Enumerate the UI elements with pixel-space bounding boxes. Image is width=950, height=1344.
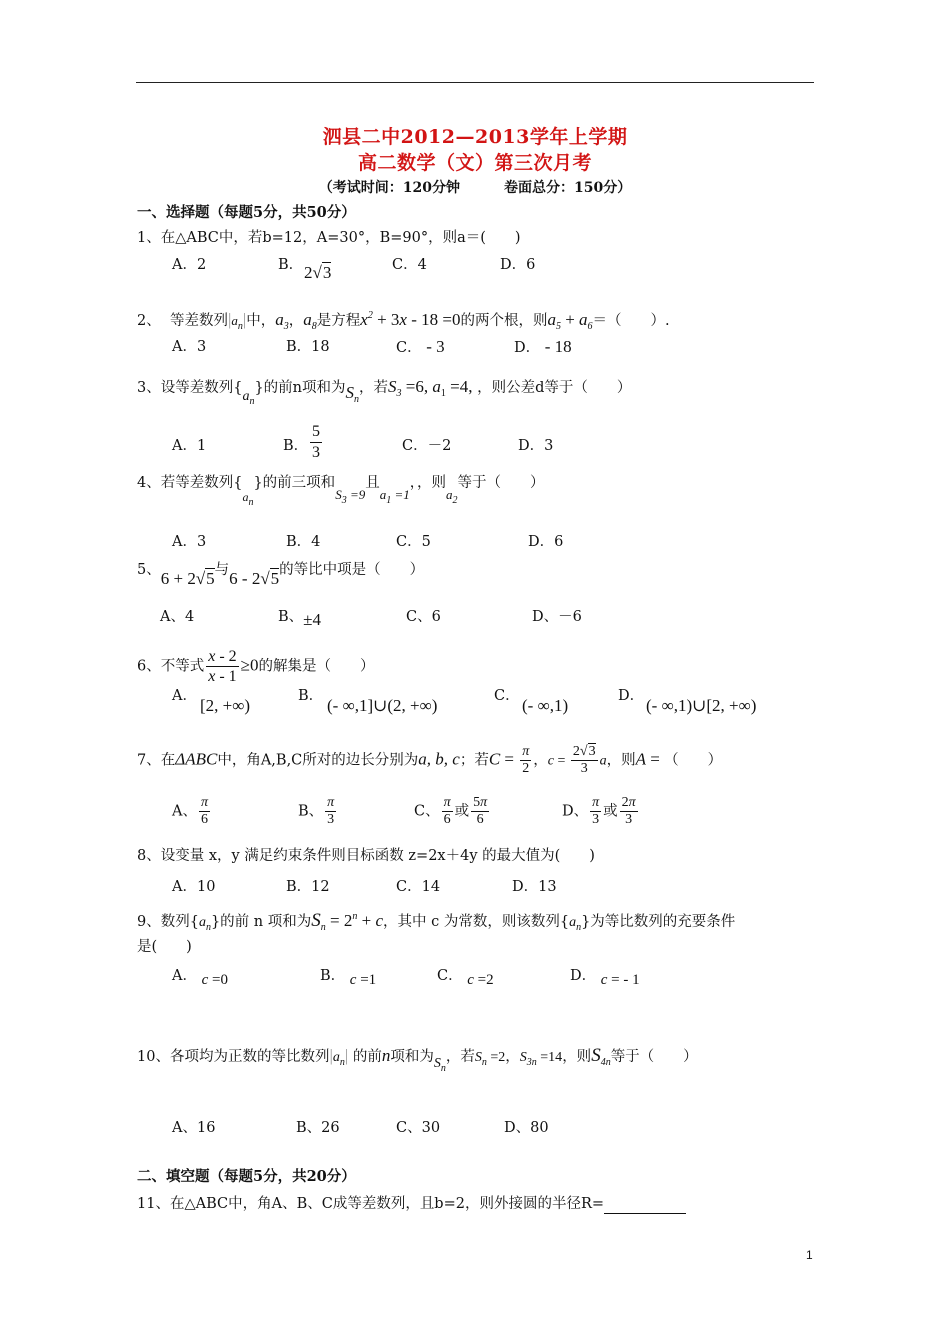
q11-stem: 11、在△ABC中，角A、B、C成等差数列，且b=2，则外接圆的半径R= bbox=[137, 1194, 686, 1214]
q5-option-a: A、4 bbox=[160, 609, 195, 625]
exam-subtitle bbox=[0, 177, 950, 197]
q6-option-d: D． bbox=[618, 688, 645, 704]
q8-option-d: D．13 bbox=[512, 879, 557, 895]
q8-text: 8、设变量 x，y 满足约束条件则目标函数 z=2x＋4y 的最大值为( ) bbox=[137, 848, 595, 864]
q3-option-c: C．－2 bbox=[402, 438, 452, 454]
q10-stem: 10、各项均为正数的等比数列$|a_n|$ 的前n项和为$S_n$，若$S_n =2$，$S_{3n} =14$，则$S_{4n}$等于（ ） bbox=[137, 1045, 698, 1074]
q2-option-a: A．3 bbox=[172, 339, 207, 355]
q1-option-b: B． bbox=[278, 257, 304, 273]
q8-option-b: B．12 bbox=[286, 879, 330, 895]
q10-option-d: D、80 bbox=[504, 1120, 549, 1136]
q9-stem: 9、数列$\{a_n\}$的前 n 项和为$S_n = 2^n + c$，其中 c 为常数，则该数列$\{a_n\}$为等比数列的充要条件 bbox=[137, 910, 736, 933]
q9-option-d: D． c = - 1 bbox=[570, 968, 640, 988]
q8-option-a: A．10 bbox=[172, 879, 216, 895]
q7-option-a: A、 $\frac{\pi}{6}$ bbox=[172, 795, 208, 827]
q4-option-b: B．4 bbox=[286, 534, 321, 550]
q4-option-a: A．3 bbox=[172, 534, 207, 550]
q10-option-c: C、30 bbox=[396, 1120, 441, 1136]
q1-option-a: A．2 bbox=[172, 257, 207, 273]
q1-text: 1、在△ABC中，若b=12，A=30°，B=90°，则a＝( ) bbox=[137, 230, 521, 246]
q10-option-a: A、16 bbox=[172, 1120, 216, 1136]
section2-heading: 二、填空题（每题5分，共20分） bbox=[137, 1168, 356, 1185]
q3-option-d: D．3 bbox=[518, 438, 554, 454]
q6-option-a-math: [2, +∞) bbox=[200, 696, 251, 715]
q6-stem: 6、不等式 $\frac{x - 2}{x - 1}$ ≥0的解集是（ ） bbox=[137, 648, 375, 685]
q7-option-c: C、 $\frac{\pi}{6}$ 或 $\frac{5\pi}{6}$ bbox=[414, 795, 488, 827]
q2-option-d: D． - 18 bbox=[514, 337, 572, 356]
q11-answer-blank[interactable] bbox=[604, 1199, 686, 1214]
q5-option-c: C、6 bbox=[406, 609, 441, 625]
q5-option-d: D、－6 bbox=[532, 609, 582, 625]
page-number: 1 bbox=[806, 1248, 813, 1262]
total-score: 卷面总分：150分） bbox=[504, 180, 632, 196]
q4-stem: 4、若等差数列$\{_{a_n}\}$的前三项和$S_3 =9$且$a_1 =1$，，则$a_2$等于（ ） bbox=[137, 475, 545, 508]
q9-option-b: B． c =1 bbox=[320, 968, 377, 988]
exam-title-line2: 高二数学（文）第三次月考 bbox=[357, 152, 592, 174]
q3-option-b: B． bbox=[283, 438, 309, 454]
q8-option-c: C．14 bbox=[396, 879, 441, 895]
q7-option-d: D、 $\frac{\pi}{3}$ 或 $\frac{2\pi}{3}$ bbox=[562, 795, 636, 827]
q10-option-b: B、26 bbox=[296, 1120, 340, 1136]
q3-option-b-frac: $\frac{5}{3}$ bbox=[312, 423, 320, 461]
q7-stem: 7、在ΔABC中，角A,B,C所对的边长分别为a, b, c；若C = $\frac{\pi}{2}$ ，c = $\frac{2√3}{3}$ a，则A = （ ） bbox=[137, 744, 723, 776]
q4-option-d: D．6 bbox=[528, 534, 564, 550]
q6-option-b: B． bbox=[298, 688, 324, 704]
q1-option-c: C．4 bbox=[392, 257, 427, 273]
exam-title-line1: 泗县二中2012—2013学年上学期 bbox=[322, 126, 628, 148]
q2-stem: 2、 等差数列$|a_n|$中，$a_3$，$a_8$是方程$x^2 + 3x - 18 =0$的两个根，则$a_5 + a_6=$（ ）. bbox=[137, 310, 670, 332]
q5-option-b: B、±4 bbox=[278, 609, 321, 629]
q6-option-c-math: (- ∞,1) bbox=[522, 696, 569, 715]
section1-heading: 一、选择题（每题5分，共50分） bbox=[137, 204, 356, 221]
q6-option-c: C． bbox=[494, 688, 520, 704]
q2-option-b: B．18 bbox=[286, 339, 330, 355]
q9-option-c: C． c =2 bbox=[437, 968, 494, 988]
q1-option-d: D．6 bbox=[500, 257, 536, 273]
q6-option-d-math: (- ∞,1)∪[2, +∞) bbox=[646, 696, 757, 715]
q4-option-c: C．5 bbox=[396, 534, 431, 550]
q6-option-a: A． bbox=[172, 688, 197, 704]
q9-option-a: A． c =0 bbox=[172, 968, 228, 988]
q7-option-b: B、 $\frac{\pi}{3}$ bbox=[298, 795, 335, 827]
q1-option-b-math: 2√3 bbox=[304, 263, 332, 282]
top-rule bbox=[136, 82, 814, 83]
q3-stem: 3、设等差数列$\{a_n\}$的前n项和为$S_n$，若$S_3 =6$, $a_1 =4$, ，则公差d等于（ ） bbox=[137, 377, 632, 407]
q3-option-a: A．1 bbox=[172, 438, 207, 454]
q6-option-b-math: (- ∞,1]∪(2, +∞) bbox=[327, 696, 438, 715]
q2-option-c: C． - 3 bbox=[396, 337, 445, 356]
q5-stem: 5、6 + 2√5与6 - 2√5的等比中项是（ ） bbox=[137, 562, 425, 588]
q9-stem-line2: 是( ) bbox=[137, 939, 192, 955]
exam-time: （考试时间：120分钟 bbox=[318, 180, 460, 196]
